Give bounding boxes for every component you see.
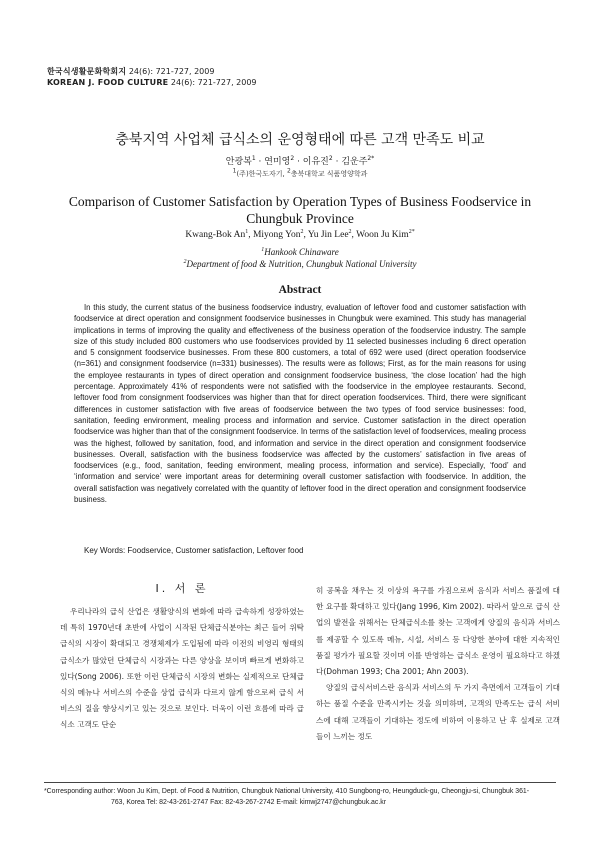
author-eng-4: Woon Ju Kim [356,230,409,240]
author-eng-1: Kwang-Bok An [185,230,246,240]
author-kor-3-affil: 2 [328,155,333,162]
english-affiliation-2 [0,259,600,269]
body-right-paragraph-2: 양질의 급식서비스란 음식과 서비스의 두 가지 측면에서 고객들이 기대하는 품질 수준을 만족시키는 것을 의미하며, 고객의 만족도는 급식 서비스에 대해 고객들이 기대하는 정도에 비하여 이용하고 난 후 실제로 고객들이 느끼는 정도 [316,683,560,741]
body-right-paragraph-1: 히 공복을 채우는 것 이상의 욕구를 가짐으로써 음식과 서비스 품질에 대한 요구를 확대하고 있다(Jang 1996, Kim 2002). 따라서 앞으로 급식 산업의 발전을 위해서는 단체급식소를 찾는 고객에게 양질의 음식과 서비스를 제공할 수 있도록 메뉴, 시설, 서비스 등 다양한 분야에 대한 지속적인 품질 평가가 필요할 것이며 이를 반영하는 급식소 운영이 필요하다고 하겠다(Dohman 1993; Cha 2001; Ahn 2003). [316,586,560,677]
author-eng-2-affil: 2 [300,228,304,235]
author-kor-1-affil: 1 [251,155,256,162]
journal-kor-name: 한국식생활문화학회지 [47,67,127,76]
affil-kor-1: (주)한국도자기, [236,170,287,178]
english-title: Comparison of Customer Satisfaction by Operation Types of Business Foodservice in Chungbuk Province [68,194,532,226]
affil-eng-2: Department of food & Nutrition, Chungbuk National University [186,259,417,269]
affil-kor-2-mark: 2 [286,167,291,175]
author-kor-1: 안광복 [225,157,252,167]
english-affiliation-1 [0,247,600,257]
journal-eng-issue: 24(6): 721-727, 2009 [168,78,257,87]
author-eng-4-affil: 2* [408,228,415,235]
affil-eng-1: Hankook Chinaware [264,247,339,257]
author-eng-3-affil: 2 [348,228,352,235]
author-separator: , [248,230,253,240]
author-kor-2: 연미영 [264,157,291,167]
author-kor-4-affil: 2* [367,155,375,162]
footnote-line-1: *Corresponding author: Woon Ju Kim, Dept. of Food & Nutrition, Chungbuk National University, 410 Sungbong-ro, Heungduck-gu, Cheongju-si, Chungbuk 361- [44,788,530,795]
author-eng-2: Miyong Yon [252,230,301,240]
affil-eng-2-mark: 2 [183,259,187,265]
korean-title: 충북지역 사업체 급식소의 운영형태에 따른 고객 만족도 비교 [115,132,485,148]
author-kor-3: 이유진 [302,157,329,167]
author-separator: · [332,157,342,167]
abstract-body: In this study, the current status of the business foodservice industry, evaluation of leftover food and customer satisfaction with foodservice at direct operation and consignment foodservice businesses in Chungbuk were examined. This study has managerial implications in terms of improving the quality and effectiveness of the business operation of the foodservice industry. The sample size of this study included 800 customers who use foodservices provided by 11 selected businesses including 6 direct operation and 5 consignment foodservice businesses. From these 800 customers, a total of 692 were used (direct operation foodservice (n=361) and consignment foodservice (n=331) businesses). The results were as follows; First, as for the main reasons for using the employee restaurants in types of direct operation and consignment foodservice business, ‘the close location’ had the high percentage. Approximately 41% of respondents were not satisfied with the foodservice in the employee restaurants. Second, leftover food from consignment foodservices was higher than that for direct operation foodservices. Third, there were significant differences in customer satisfaction with five areas of foodservice between the two types of food service businesses: food, sanitation, feeding environment, mealing process and information and service. Customer satisfaction in the direct operation foodservice was higher than that of the consignment foodservice. In terms of the satisfaction level of foodservices, mealing process was the highest, followed by sanitation, food, and information and service in the direct operation and consignment foodservice businesses. Overall, satisfaction with the business foodservice was affected by the customers’ satisfaction in five areas of foodservices (e.g., food, sanitation, feeding environment, mealing process, information and service). Especially, ‘food’ and ‘information and service’ were important areas for determining overall customer satisfaction with foodservice. In addition, the overall satisfaction was negatively correlated with the quantity of leftover food in the direct operation and consignment foodservice business. [74,303,526,505]
author-separator: , [303,230,308,240]
affil-kor-1-mark: 1 [232,167,237,175]
author-eng-1-affil: 1 [245,228,249,235]
author-separator: · [255,157,265,167]
journal-header [47,66,257,88]
abstract-heading: Abstract [278,284,322,296]
footnote-line-2: 763, Korea Tel: 82-43-261-2747 Fax: 82-43-267-2742 E-mail: kimwj2747@chungbuk.ac.kr [111,798,386,806]
english-authors [0,230,600,240]
journal-eng-line [47,77,257,88]
body-column-left: 우리나라의 급식 산업은 생활양식의 변화에 따라 급속하게 성장하였는데 특히 1970년대 초반에 사업이 시작된 단체급식분야는 최근 들어 위탁급식의 시장이 확대되고 경쟁체제가 도입됨에 따라 이전의 비영리 형태의 급식소가 많았던 단체급식 시장과는 다른 양상을 보이며 빠르게 변화하고 있다(Song 2006). 또한 이런 단체급식 시장의 변화는 실제적으로 단체급식의 메뉴나 서비스의 수준을 상업 급식과 다르지 않게 함으로써 급식 서비스의 질을 향상시키고 있는 것으로 보인다. 더욱이 이런 흐름에 따라 급식소 고객도 단순 [60,607,304,730]
footnote-divider [44,782,556,783]
author-kor-2-affil: 2 [290,155,295,162]
author-separator: , [351,230,357,240]
author-separator: · [294,157,303,167]
korean-affiliations [0,169,600,179]
journal-eng-name: KOREAN J. FOOD CULTURE [47,78,169,87]
author-eng-3: Yu Jin Lee [307,230,349,240]
keywords: Key Words: Foodservice, Customer satisfaction, Leftover food [84,546,304,555]
korean-authors [0,154,600,167]
section-heading-introduction: I. 서 론 [155,582,209,595]
corresponding-author-footnote [44,787,560,808]
affil-eng-1-mark: 1 [261,247,265,253]
journal-kor-issue: 24(6): 721-727, 2009 [126,67,215,76]
affil-kor-2: 충북대학교 식품영양학과 [290,170,368,178]
journal-kor-line [47,66,257,77]
body-column-right [316,583,560,745]
author-kor-4: 김운주 [341,157,368,167]
